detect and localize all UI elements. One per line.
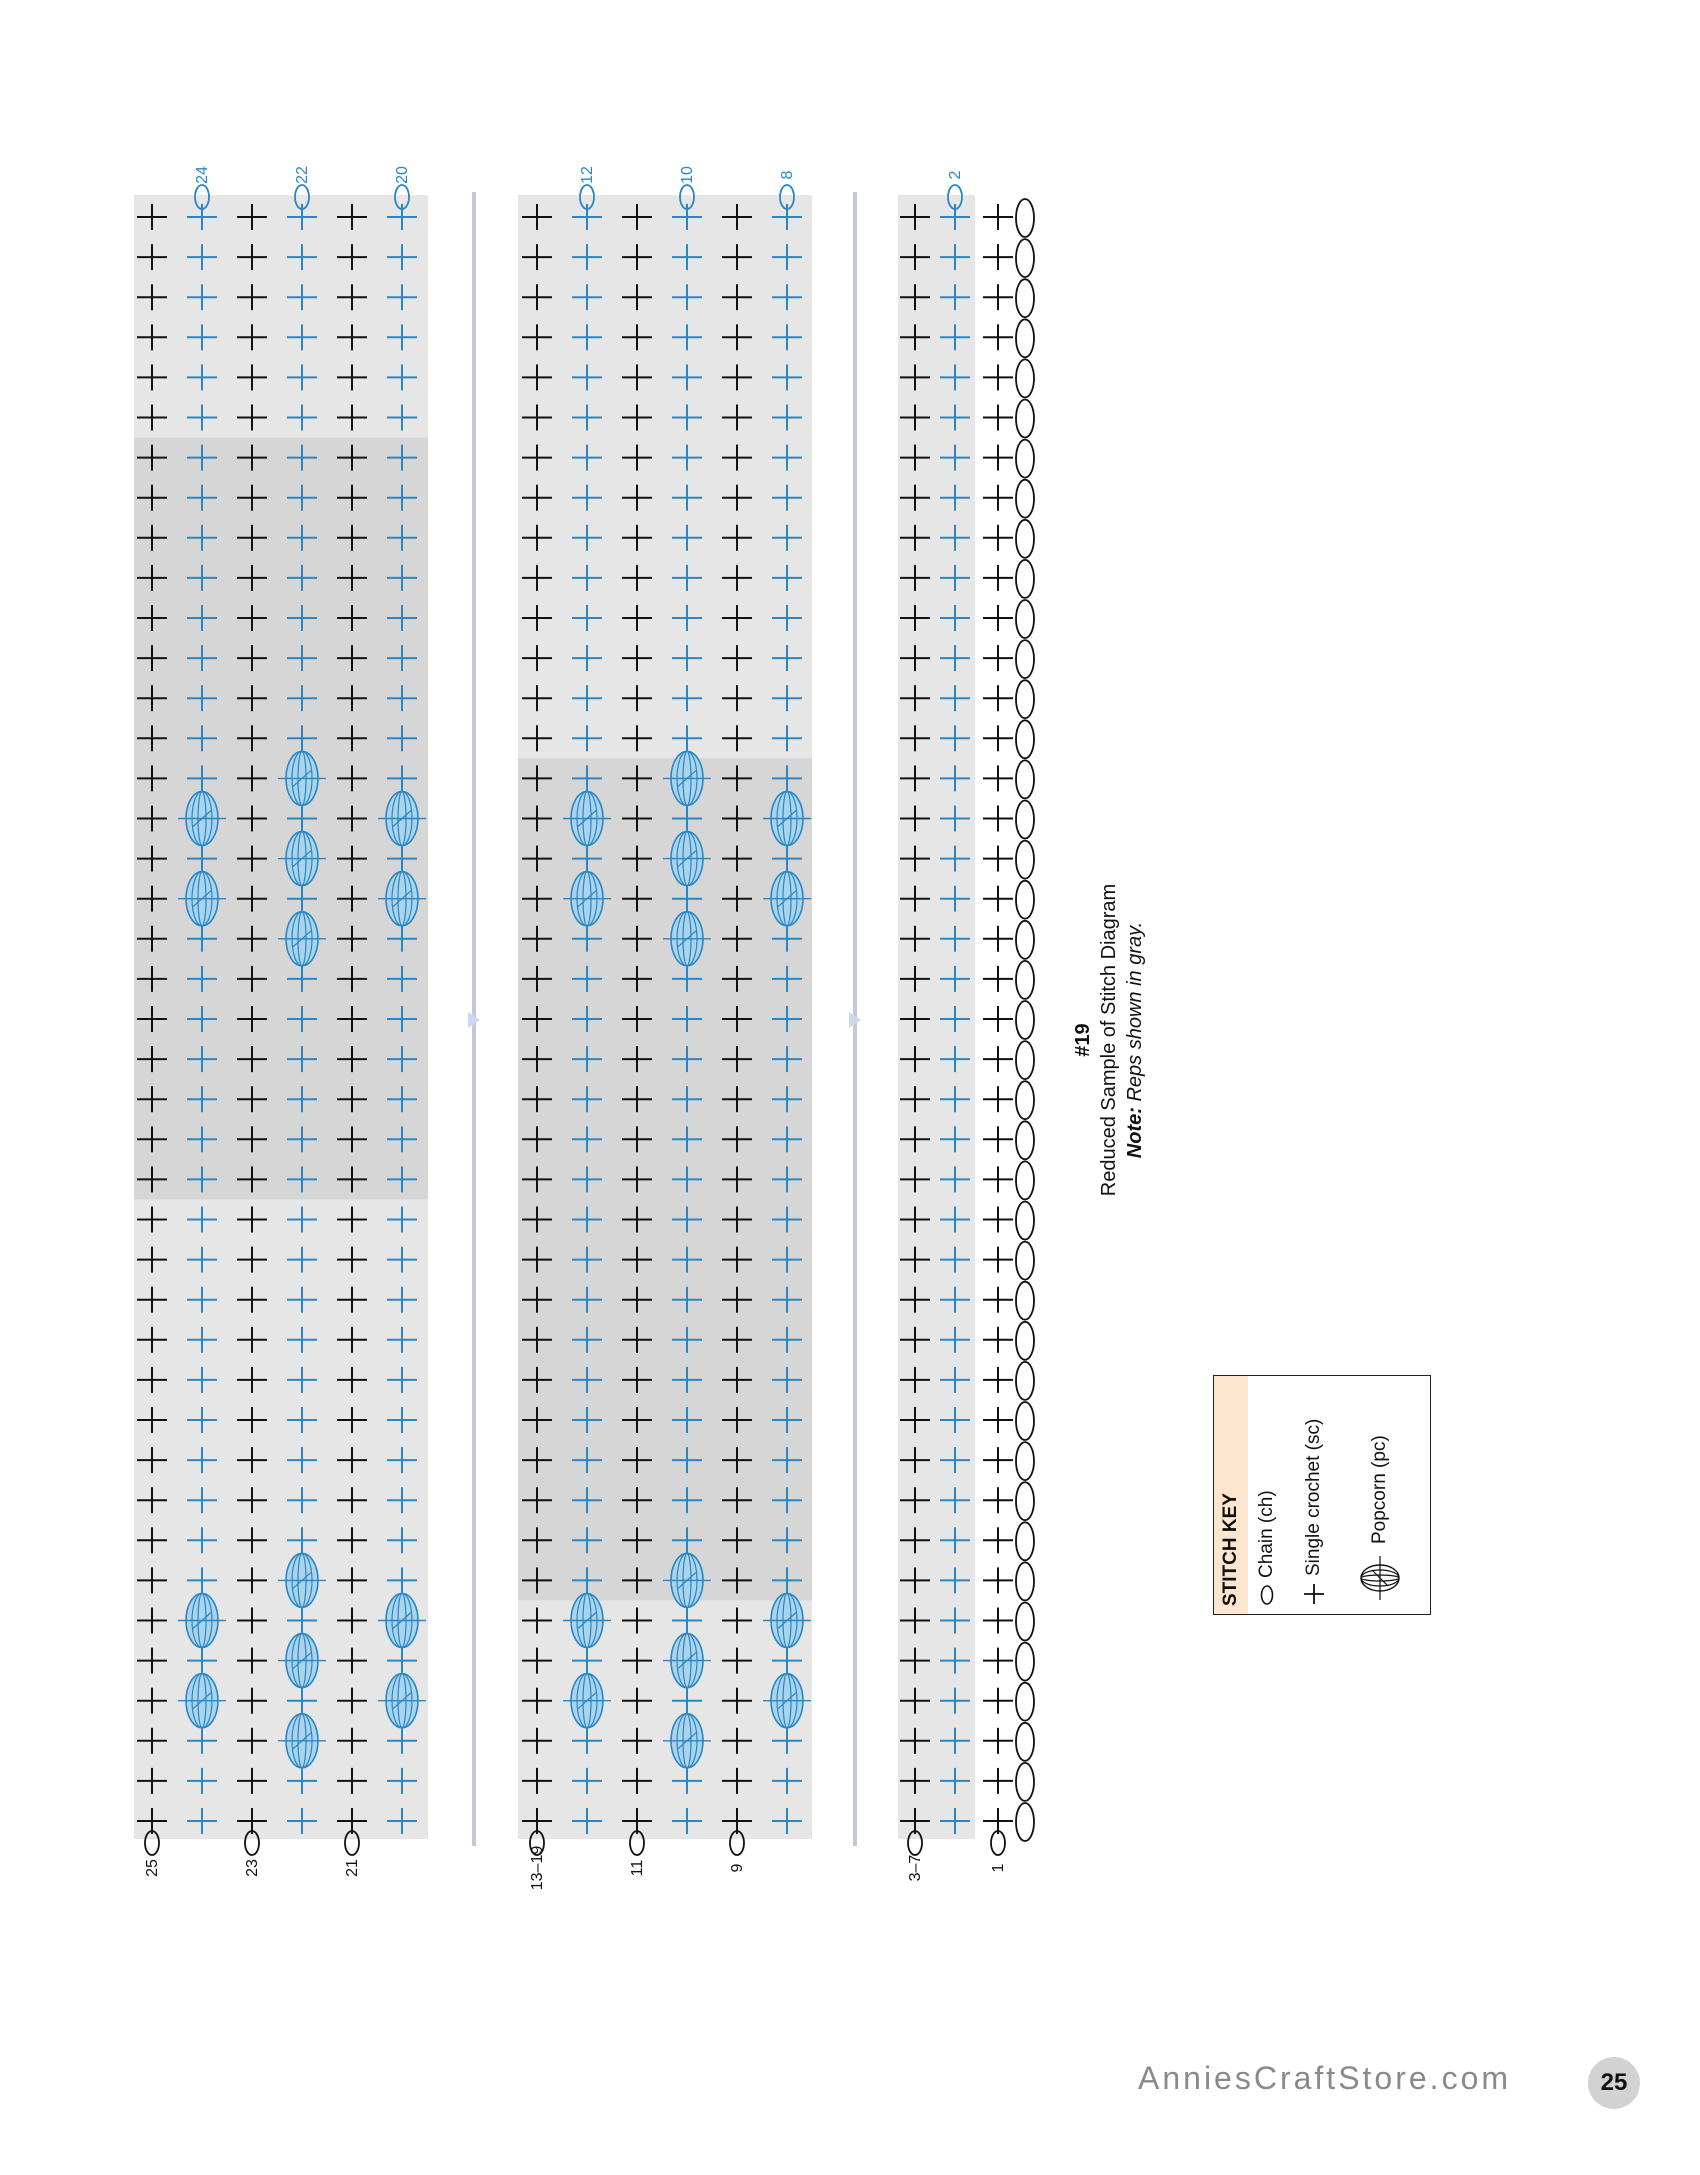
caption-note-text: Reps shown in gray. [1124,921,1146,1102]
stitch-key-title: STITCH KEY [1214,1376,1248,1614]
sc-stitch [983,685,1013,711]
row-number-label: 24 [194,166,211,184]
chain-stitch [1016,680,1034,718]
sc-stitch [983,1688,1013,1714]
sc-stitch [983,1487,1013,1513]
chain-stitch [1016,921,1034,959]
sc-stitch [983,1247,1013,1273]
chain-stitch [1016,600,1034,638]
sc-stitch [983,284,1013,310]
sc-stitch [983,364,1013,390]
chain-stitch [1016,1803,1034,1841]
sc-stitch [983,846,1013,872]
chain-stitch [1016,1362,1034,1400]
sc-stitch [983,1207,1013,1233]
row-number-label: 12 [579,166,596,184]
row-number-label: 23 [244,1859,261,1877]
row-number-label: 10 [679,166,696,184]
popcorn-icon [1360,1550,1400,1606]
chain-stitch [1016,1482,1034,1520]
sc-stitch [983,324,1013,350]
chain-stitch [1016,319,1034,357]
chain-stitch [1016,440,1034,478]
sc-stitch [983,1407,1013,1433]
key-chain-row [1256,1490,1278,1606]
sc-stitch [983,1608,1013,1634]
sc-stitch [983,806,1013,832]
row-number-label: 9 [729,1863,746,1873]
sc-stitch [983,605,1013,631]
chain-stitch [1016,199,1034,237]
panel-background [898,195,975,1839]
chain-stitch [1016,1282,1034,1320]
sc-stitch [983,1367,1013,1393]
chain-stitch [1016,801,1034,839]
chain-stitch [1016,1161,1034,1199]
key-sc-label: Single crochet (sc) [1303,1418,1325,1576]
key-pc-label: Popcorn (pc) [1369,1435,1391,1544]
sc-stitch [983,926,1013,952]
single-crochet-icon [1302,1582,1326,1606]
footer-url: AnniesCraftStore.com [1138,2060,1512,2096]
sc-stitch [983,1126,1013,1152]
sc-stitch [983,445,1013,471]
diagram-panel-3 [898,170,1034,1881]
sc-stitch [983,765,1013,791]
chain-stitch [1016,1202,1034,1240]
row-number-label: 25 [144,1859,161,1877]
sc-stitch [983,645,1013,671]
sc-stitch [983,1006,1013,1032]
sc-stitch [983,204,1013,230]
sc-stitch [983,1728,1013,1754]
repeat-region [518,758,812,1600]
sc-stitch [983,886,1013,912]
chain-stitch [1016,1121,1034,1159]
caption-number: #19 [1072,1023,1094,1057]
stitch-key [1213,1375,1431,1615]
turning-chain [991,1831,1005,1855]
chain-stitch [1016,1001,1034,1039]
chain-stitch [1016,1402,1034,1440]
chain-stitch [1016,1763,1034,1801]
sc-stitch [983,1327,1013,1353]
caption-note-label: Note: [1124,1107,1146,1159]
chain-stitch [1016,961,1034,999]
chain-stitch [1016,1442,1034,1480]
chain-stitch [1016,881,1034,919]
diagram-panel-1 [134,166,428,1877]
chain-stitch [1016,520,1034,558]
chain-stitch [1016,1041,1034,1079]
row-number-label: 22 [294,166,311,184]
sc-stitch [983,1086,1013,1112]
chain-stitch [1016,841,1034,879]
key-pc-row [1360,1435,1400,1606]
chain-stitch [1016,400,1034,438]
chain-stitch [1016,239,1034,277]
row-number-label: 8 [779,170,796,180]
page-number-badge: 25 [1588,2057,1640,2109]
foundation-chain [1016,199,1034,1841]
row-number-label: 1 [990,1863,1007,1873]
chain-stitch [1016,560,1034,598]
row-number-label: 3–7 [907,1854,924,1882]
caption-note [1122,830,1148,1250]
sc-stitch [983,1648,1013,1674]
chain-stitch [1016,1522,1034,1560]
sc-stitch [983,525,1013,551]
chain-stitch [1016,1723,1034,1761]
sc-stitch [983,244,1013,270]
diagram-caption [1070,883,1146,1197]
chain-stitch [1016,1643,1034,1681]
chain-stitch [1016,279,1034,317]
sc-stitch [983,1447,1013,1473]
key-chain-label: Chain (ch) [1256,1490,1277,1578]
chain-stitch [1016,1242,1034,1280]
row-number-label: 21 [344,1859,361,1877]
chain-stitch [1016,1603,1034,1641]
diagram-panel-2 [518,166,812,1890]
sc-stitch [983,1166,1013,1192]
row-number-label: 20 [394,166,411,184]
chain-stitch [1016,1683,1034,1721]
sc-stitch [983,405,1013,431]
sc-stitch [983,725,1013,751]
chain-stitch [1016,1322,1034,1360]
sc-stitch [983,485,1013,511]
stitch-row-1 [983,204,1013,1872]
chain-icon [1260,1584,1274,1606]
sc-stitch [983,565,1013,591]
key-sc-row [1302,1419,1326,1606]
sc-stitch [983,1808,1013,1834]
sc-stitch [983,1567,1013,1593]
sc-stitch [983,1046,1013,1072]
row-number-label: 13–19 [529,1845,546,1891]
row-number-label: 2 [947,170,964,180]
chain-stitch [1016,1081,1034,1119]
row-number-label: 11 [629,1859,646,1877]
caption-title: Reduced Sample of Stitch Diagram [1098,883,1120,1197]
chain-stitch [1016,760,1034,798]
chain-stitch [1016,720,1034,758]
chain-stitch [1016,359,1034,397]
sc-stitch [983,1527,1013,1553]
chain-stitch [1016,1562,1034,1600]
chain-stitch [1016,640,1034,678]
sc-stitch [983,1768,1013,1794]
chain-stitch [1016,480,1034,518]
sc-stitch [983,966,1013,992]
sc-stitch [983,1287,1013,1313]
